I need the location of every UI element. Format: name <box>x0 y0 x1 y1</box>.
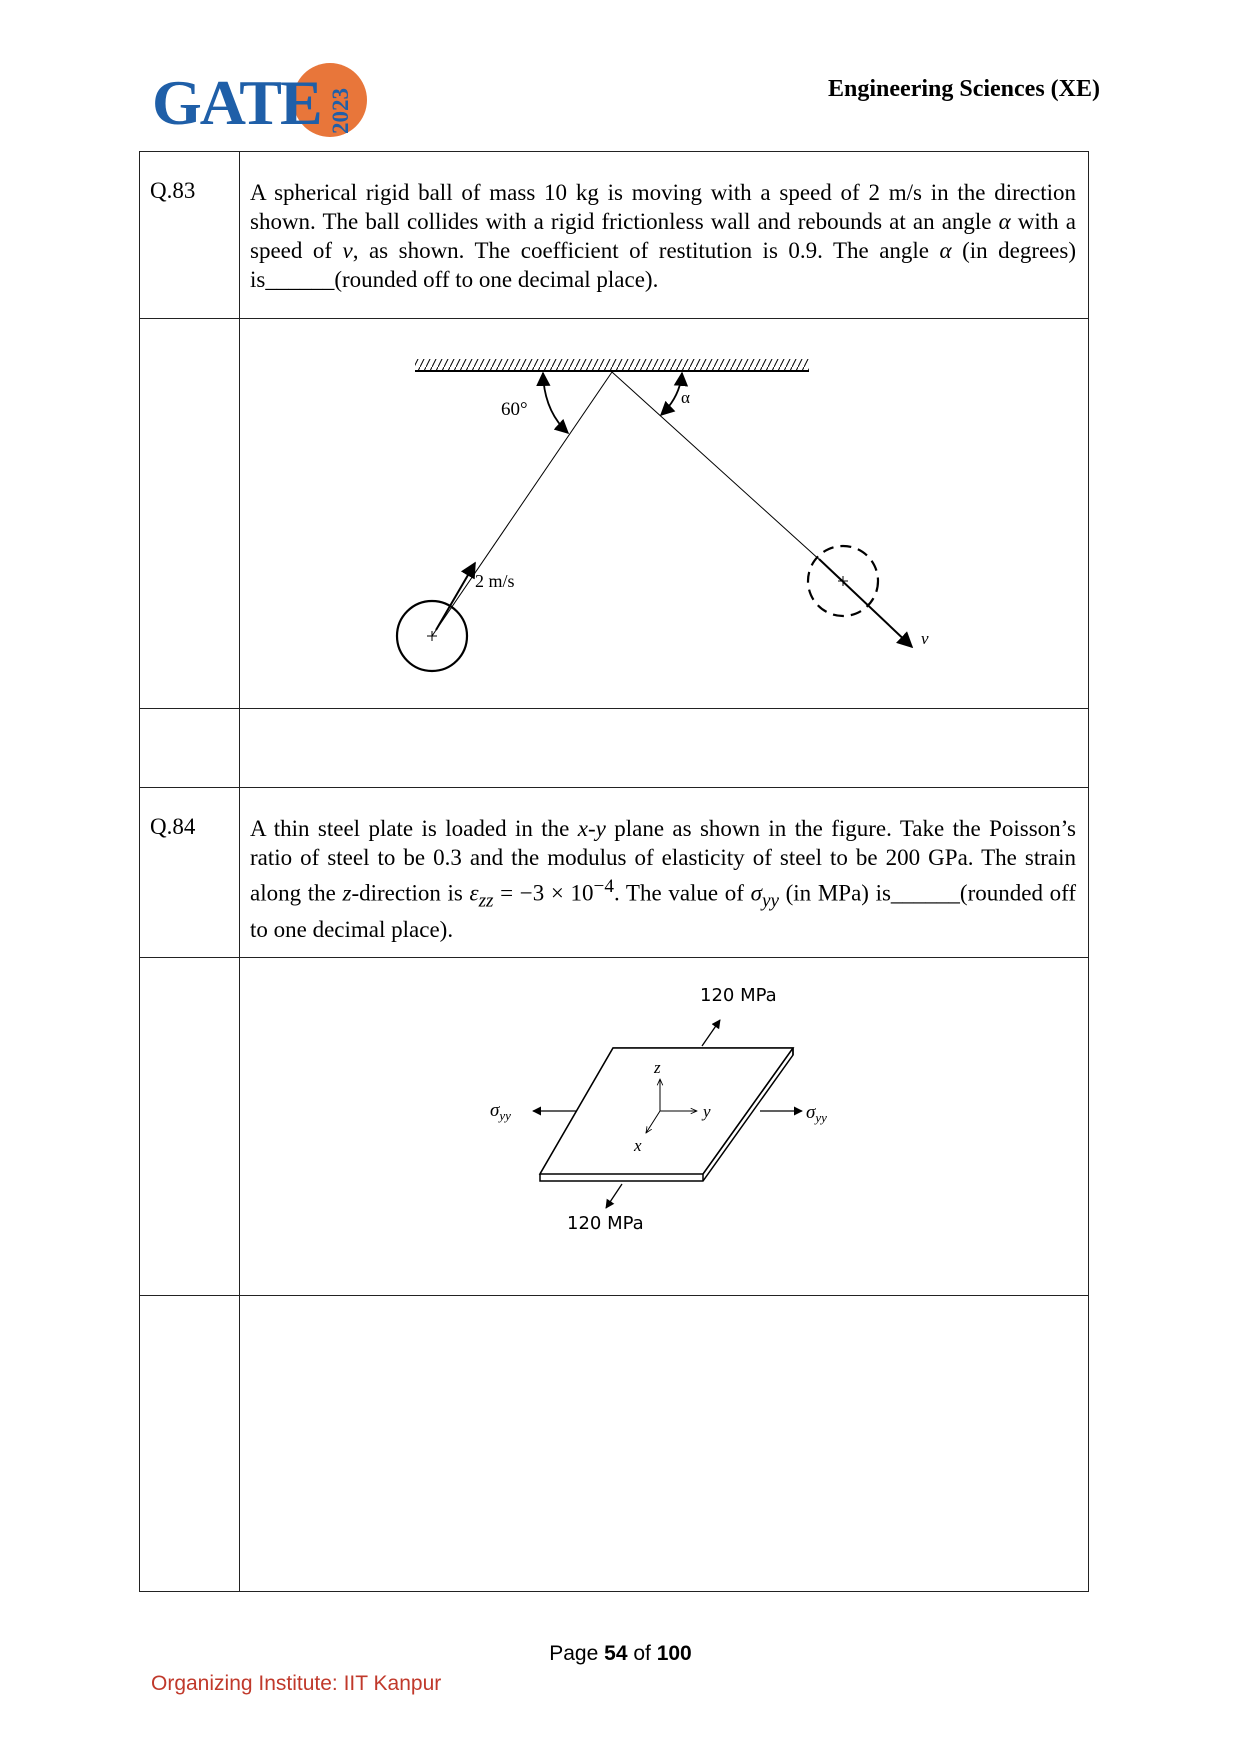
bottom-load-arrow <box>606 1184 622 1208</box>
q83-text: A spherical rigid ball of mass 10 kg is moving with a speed of 2 m/s in the direction shown. The ball collides with a rigid frictionless wall and rebounds at an angle α with a speed of v, as shown. The coefficient of restitution is 0.9. The angle α (in degrees) is______(rounded off to one decimal place). <box>240 152 1089 319</box>
q83-figure <box>240 319 1098 703</box>
q83-figure-row <box>140 319 1089 709</box>
x-axis-label: x <box>634 1136 642 1155</box>
z-axis-label: z <box>654 1058 661 1077</box>
gate-2023-logo <box>152 58 372 148</box>
sigma-left-label: $\sigma_{yy}$ <box>490 1100 511 1123</box>
y-axis-label: y <box>703 1102 711 1121</box>
q84-text-row <box>140 788 1089 958</box>
rebound-path <box>612 372 843 581</box>
q84-number: Q.84 <box>140 788 240 958</box>
top-load-arrow <box>702 1020 720 1046</box>
bottom-load-label: 120 MPa <box>567 1213 644 1234</box>
wall-hatching <box>415 359 809 370</box>
alpha-label: α <box>681 388 690 407</box>
subject-title: Engineering Sciences (XE) <box>828 76 1100 102</box>
q84-blank-row <box>140 1296 1089 1592</box>
q83-number: Q.83 <box>140 152 240 319</box>
velocity-arrow-in <box>436 563 475 630</box>
speed-label: 2 m/s <box>475 571 515 591</box>
q84-text: A thin steel plate is loaded in the x-y plane as shown in the figure. Take the Poisson’s ratio of steel to be 0.3 and the modulus of elasticity of steel to be 200 GPa. The strain along the z-direction is $\varepsilon_{zz} = -3 \times 10^{-4}$. The value of $\sigma_{yy}$ (in MPa) is______(rounded off to one decimal place). <box>240 788 1089 958</box>
organizing-institute: Organizing Institute: IIT Kanpur <box>151 1672 442 1695</box>
q84-figure <box>240 958 1098 1290</box>
question-table <box>139 151 1089 1592</box>
v-label: v <box>921 629 929 648</box>
sigma-right-label: $\sigma_{yy}$ <box>806 1102 827 1125</box>
q83-figure-cell <box>240 319 1089 709</box>
page-number: Page 54 of 100 <box>549 1642 692 1665</box>
angle-60-arc <box>543 373 568 433</box>
q84-figure-row <box>140 958 1089 1296</box>
velocity-arrow-out <box>819 559 912 647</box>
q84-figure-blank-cell <box>140 958 240 1296</box>
spacer-row <box>140 709 1089 788</box>
q84-figure-cell <box>240 958 1089 1296</box>
q83-figure-blank-cell <box>140 319 240 709</box>
alpha-arc <box>661 373 682 415</box>
logo-year: 2023 <box>328 88 353 134</box>
angle-60-label: 60° <box>501 399 528 420</box>
logo-text: GATE <box>152 67 321 138</box>
q83-text-row <box>140 152 1089 319</box>
top-load-label: 120 MPa <box>700 985 777 1006</box>
